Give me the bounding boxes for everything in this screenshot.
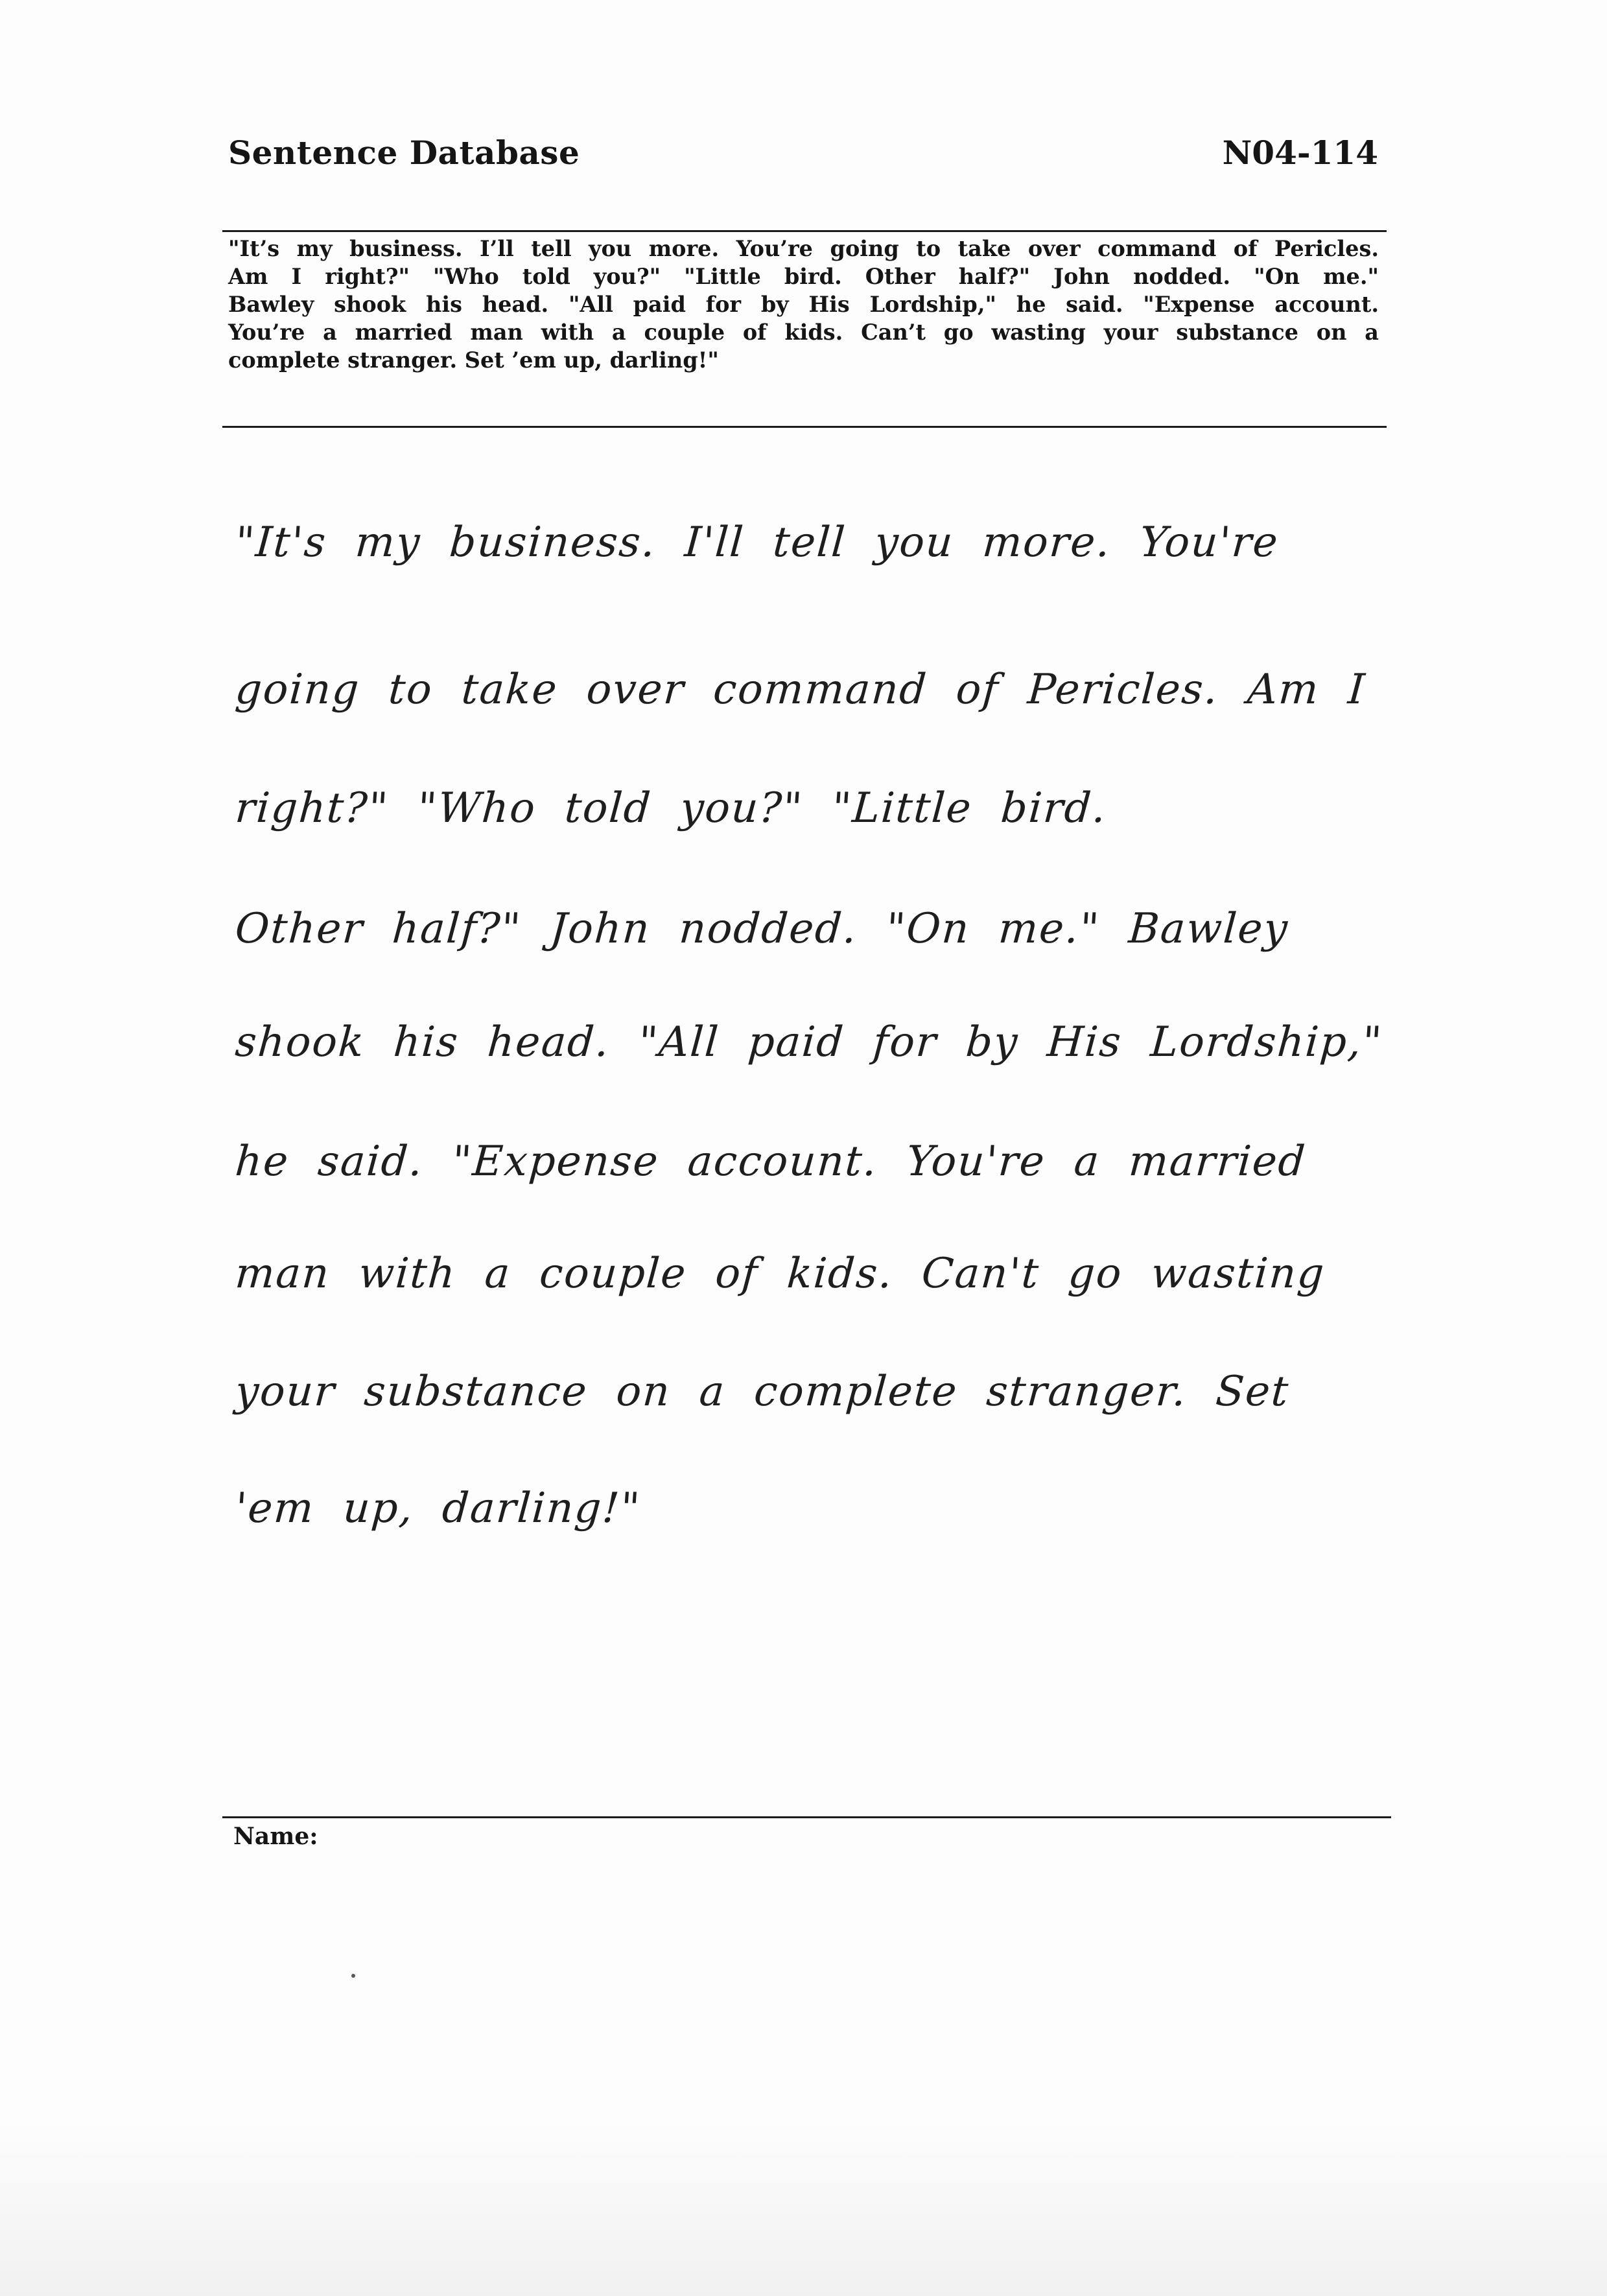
- handwritten-line: your substance on a complete stranger. Set: [233, 1368, 1291, 1416]
- name-label: Name:: [233, 1823, 318, 1850]
- printed-line: Am I right?" "Who told you?" "Little bird. Other half?" John nodded. "On me.": [228, 264, 1379, 289]
- printed-line: "It’s my business. I’ll tell you more. You’re going to take over command of Pericles.: [228, 236, 1379, 261]
- handwritten-line: right?" "Who told you?" "Little bird.: [233, 784, 1108, 832]
- handwritten-line: he said. "Expense account. You're a married: [233, 1138, 1308, 1186]
- scan-speck: [351, 1974, 355, 1978]
- printed-line: You’re a married man with a couple of kids. Can’t go wasting your substance on a: [228, 320, 1379, 345]
- handwritten-line: 'em up, darling!": [233, 1484, 642, 1532]
- top-divider: [222, 230, 1387, 232]
- handwritten-line: "It's my business. I'll tell you more. You're: [233, 519, 1281, 567]
- printed-text-block: [228, 235, 1379, 374]
- printed-line: complete stranger. Set ’em up, darling!": [228, 347, 719, 373]
- handwritten-line: man with a couple of kids. Can't go wasting: [233, 1250, 1327, 1298]
- middle-divider: [222, 426, 1387, 428]
- scan-shadow: [0, 2120, 1607, 2296]
- bottom-divider: [222, 1816, 1391, 1818]
- printed-line: Bawley shook his head. "All paid for by His Lordship," he said. "Expense account.: [228, 292, 1379, 317]
- form-title: Sentence Database: [228, 134, 580, 172]
- form-id: N04-114: [1222, 134, 1378, 172]
- handwritten-line: shook his head. "All paid for by His Lordship,": [233, 1018, 1385, 1066]
- handwritten-line: going to take over command of Pericles. Am I: [233, 666, 1368, 714]
- handwritten-line: Other half?" John nodded. "On me." Bawley: [233, 905, 1291, 953]
